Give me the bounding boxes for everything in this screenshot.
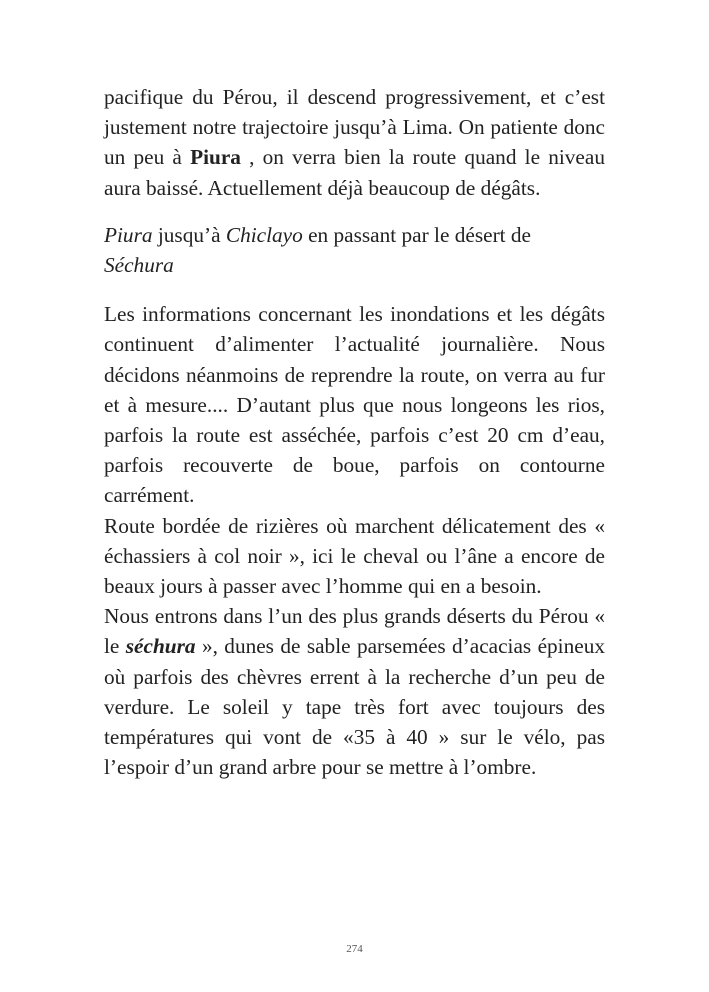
place-name-sechura: séchura xyxy=(125,634,196,659)
subtitle-piura: Piura xyxy=(104,222,153,247)
paragraph-1-text-a: pacifique du Pérou, il descend progressivement, et c’est justement notre trajectoire jusqu’à Lima. On patiente donc un peu à xyxy=(104,85,605,170)
paragraph-4-text-a: Nous entrons dans l’un des plus grands déserts du Pérou « le xyxy=(104,604,605,659)
paragraph-1-text-b: , on verra bien la route quand le niveau aura baissé. Actuellement déjà beaucoup de dégâts. xyxy=(104,145,605,200)
subtitle-text-b: en passant par le désert de xyxy=(302,222,532,247)
paragraph-4 xyxy=(104,601,605,782)
page-number: 274 xyxy=(346,943,363,955)
subtitle-chiclayo: Chiclayo xyxy=(225,222,303,247)
section-subtitle xyxy=(104,220,605,280)
paragraph-2: Les informations concernant les inondations et les dégâts continuent d’alimenter l’actualité journalière. Nous décidons néanmoins de reprendre la route, on verra au fur et à mesure.... D’autant plus que nous longeons les rios, parfois la route est asséchée, parfois c’est 20 cm d’eau, parfois recouverte de boue, parfois on contourne carrément. xyxy=(104,302,605,508)
place-name-piura: Piura xyxy=(190,145,241,170)
paragraph-1 xyxy=(104,82,605,203)
body-text xyxy=(104,82,605,782)
subtitle-sechura: Séchura xyxy=(104,253,174,278)
paragraph-3: Route bordée de rizières où marchent délicatement des « échassiers à col noir », ici le cheval ou l’âne a encore de beaux jours à passer avec l’homme qui en a besoin. xyxy=(104,513,605,599)
paragraph-4-text-b: », dunes de sable parsemées d’acacias épineux où parfois des chèvres errent à la recherche d’un peu de verdure. Le soleil y tape très fort avec toujours des températures qui vont de «35 à 40 » sur le vélo, pas l’espoir d’un grand arbre pour se mettre à l’ombre. xyxy=(104,634,605,780)
subtitle-text-a: jusqu’à xyxy=(152,222,226,247)
